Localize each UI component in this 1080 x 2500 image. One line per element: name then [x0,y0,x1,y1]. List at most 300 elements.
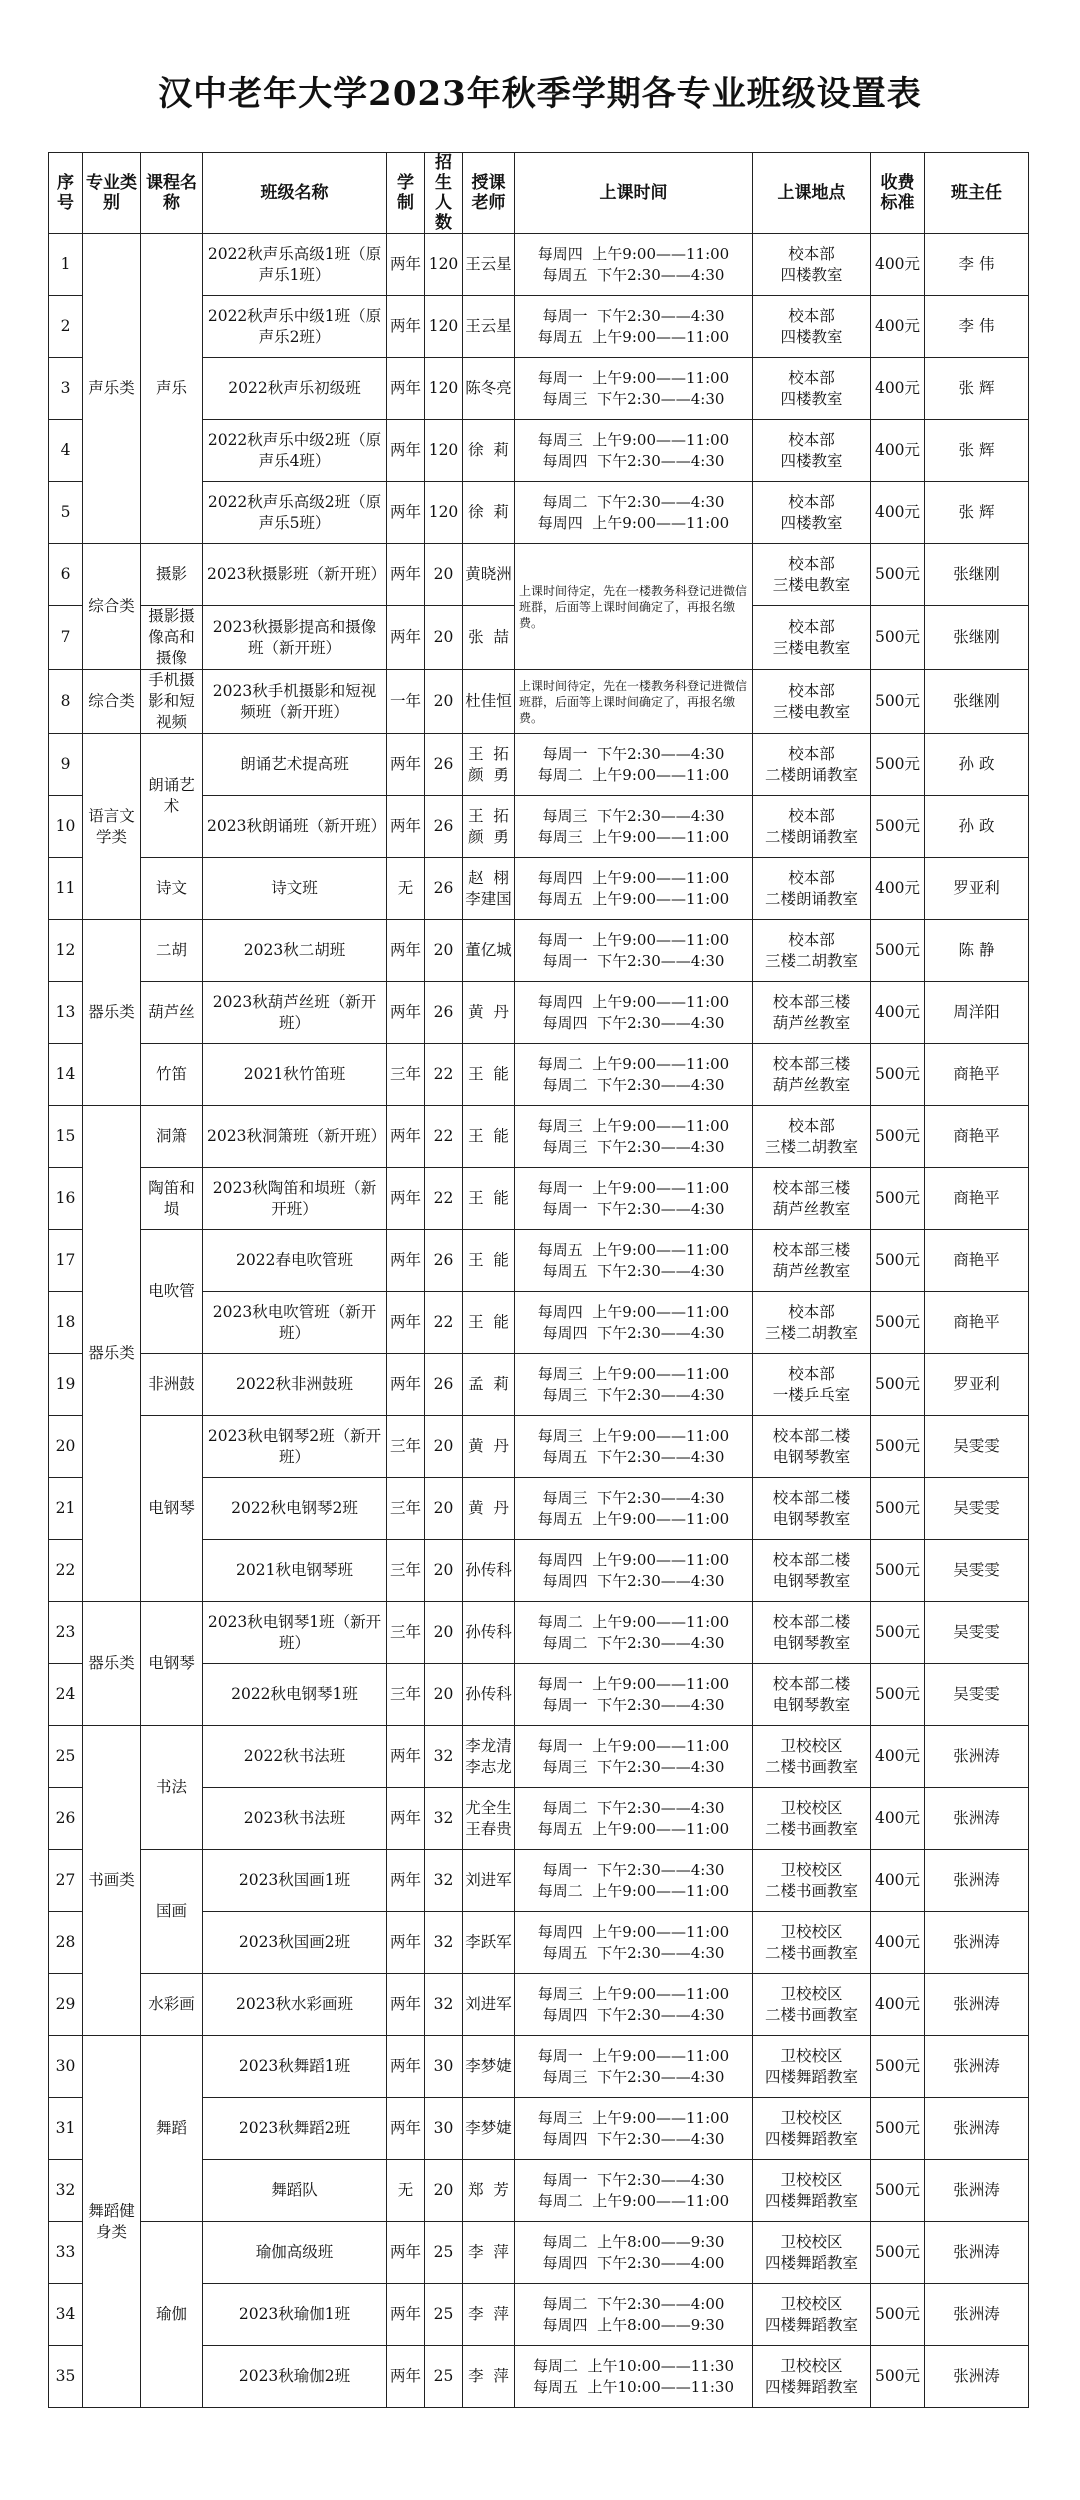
fee-cell: 500元 [871,1478,925,1540]
length-cell: 两年 [387,1788,425,1850]
time-cell: 每周一 上午9:00——11:00 每周三 下午2:30——4:30 [515,1726,753,1788]
teacher-cell: 王云星 [463,234,515,296]
head-teacher-cell: 吴雯雯 [925,1602,1029,1664]
time-cell: 每周三 上午9:00——11:00 每周四 下午2:30——4:30 [515,1974,753,2036]
fee-cell: 400元 [871,982,925,1044]
time-cell: 每周三 上午9:00——11:00 每周五 下午2:30——4:30 [515,1416,753,1478]
class-name-cell: 2023秋电吹管班（新开班） [203,1292,387,1354]
quota-cell: 120 [425,358,463,420]
teacher-cell: 王 能 [463,1044,515,1106]
class-name-cell: 2022秋书法班 [203,1726,387,1788]
class-name-cell: 2023秋舞蹈2班 [203,2098,387,2160]
time-cell: 每周二 上午9:00——11:00 每周二 下午2:30——4:30 [515,1602,753,1664]
quota-cell: 32 [425,1726,463,1788]
fee-cell: 500元 [871,2098,925,2160]
fee-cell: 500元 [871,2284,925,2346]
teacher-cell: 陈冬亮 [463,358,515,420]
class-name-cell: 2023秋摄影班（新开班） [203,544,387,606]
table-row [49,2222,1029,2284]
teacher-cell: 徐 莉 [463,420,515,482]
quota-cell: 20 [425,1416,463,1478]
teacher-cell: 杜佳恒 [463,670,515,734]
class-name-cell: 诗文班 [203,858,387,920]
head-teacher-cell: 张洲涛 [925,1974,1029,2036]
head-teacher-cell: 罗亚利 [925,1354,1029,1416]
length-cell: 两年 [387,1292,425,1354]
place-cell: 校本部二楼 电钢琴教室 [753,1602,871,1664]
header-fee: 收费标准 [871,153,925,234]
place-cell: 校本部 四楼教室 [753,420,871,482]
place-cell: 校本部三楼 葫芦丝教室 [753,1044,871,1106]
teacher-cell: 孙传科 [463,1540,515,1602]
length-cell: 三年 [387,1602,425,1664]
header-class-name: 班级名称 [203,153,387,234]
length-cell: 一年 [387,670,425,734]
class-name-cell: 2023秋手机摄影和短视频班（新开班） [203,670,387,734]
fee-cell: 500元 [871,1602,925,1664]
table-row [49,1726,1029,1788]
row-no: 7 [49,606,83,670]
teacher-cell: 李跃军 [463,1912,515,1974]
row-no: 6 [49,544,83,606]
fee-cell: 500元 [871,1416,925,1478]
length-cell: 两年 [387,482,425,544]
head-teacher-cell: 吴雯雯 [925,1664,1029,1726]
class-name-cell: 2022春电吹管班 [203,1230,387,1292]
row-no: 26 [49,1788,83,1850]
teacher-cell: 黄 丹 [463,982,515,1044]
fee-cell: 500元 [871,2160,925,2222]
course-cell: 陶笛和埙 [141,1168,203,1230]
length-cell: 两年 [387,606,425,670]
teacher-cell: 李 萍 [463,2222,515,2284]
category-cell: 舞蹈健身类 [83,2036,141,2408]
teacher-cell: 王 能 [463,1292,515,1354]
table-row [49,1416,1029,1478]
head-teacher-cell: 商艳平 [925,1106,1029,1168]
course-cell: 葫芦丝 [141,982,203,1044]
row-no: 28 [49,1912,83,1974]
place-cell: 卫校校区 二楼书画教室 [753,1974,871,2036]
head-teacher-cell: 孙 政 [925,796,1029,858]
place-cell: 校本部 四楼教室 [753,358,871,420]
class-name-cell: 2022秋电钢琴2班 [203,1478,387,1540]
class-name-cell: 2023秋瑜伽2班 [203,2346,387,2408]
header-length: 学制 [387,153,425,234]
teacher-cell: 孙传科 [463,1602,515,1664]
teacher-cell: 王云星 [463,296,515,358]
length-cell: 两年 [387,544,425,606]
category-cell: 器乐类 [83,920,141,1106]
time-cell: 每周三 上午9:00——11:00 每周三 下午2:30——4:30 [515,1354,753,1416]
quota-cell: 32 [425,1788,463,1850]
place-cell: 校本部 三楼电教室 [753,606,871,670]
head-teacher-cell: 孙 政 [925,734,1029,796]
teacher-cell: 赵 栩 李建国 [463,858,515,920]
length-cell: 两年 [387,734,425,796]
head-teacher-cell: 张洲涛 [925,2284,1029,2346]
quota-cell: 26 [425,796,463,858]
length-cell: 无 [387,2160,425,2222]
place-cell: 卫校校区 二楼书画教室 [753,1912,871,1974]
class-name-cell: 2023秋舞蹈1班 [203,2036,387,2098]
row-no: 29 [49,1974,83,2036]
row-no: 3 [49,358,83,420]
course-cell: 二胡 [141,920,203,982]
course-cell: 电钢琴 [141,1602,203,1726]
course-cell: 书法 [141,1726,203,1850]
teacher-cell: 徐 莉 [463,482,515,544]
place-cell: 校本部 四楼教室 [753,234,871,296]
row-no: 14 [49,1044,83,1106]
length-cell: 两年 [387,796,425,858]
time-cell: 每周一 下午2:30——4:30 每周二 上午9:00——11:00 [515,734,753,796]
place-cell: 卫校校区 四楼舞蹈教室 [753,2346,871,2408]
quota-cell: 26 [425,1230,463,1292]
header-place: 上课地点 [753,153,871,234]
class-name-cell: 2022秋声乐中级1班（原声乐2班） [203,296,387,358]
fee-cell: 500元 [871,1230,925,1292]
place-cell: 校本部二楼 电钢琴教室 [753,1416,871,1478]
header-no: 序号 [49,153,83,234]
teacher-cell: 王 拓 颜 勇 [463,734,515,796]
header-quota: 招生人数 [425,153,463,234]
time-cell: 每周二 上午8:00——9:30 每周四 下午2:30——4:00 [515,2222,753,2284]
time-cell: 每周四 上午9:00——11:00 每周四 下午2:30——4:30 [515,982,753,1044]
quota-cell: 120 [425,420,463,482]
quota-cell: 32 [425,1974,463,2036]
teacher-cell: 黄晓洲 [463,544,515,606]
teacher-cell: 刘进军 [463,1850,515,1912]
place-cell: 卫校校区 二楼书画教室 [753,1788,871,1850]
table-row [49,1044,1029,1106]
row-no: 11 [49,858,83,920]
quota-cell: 20 [425,1540,463,1602]
place-cell: 校本部 二楼朗诵教室 [753,796,871,858]
fee-cell: 500元 [871,1540,925,1602]
class-name-cell: 瑜伽高级班 [203,2222,387,2284]
length-cell: 三年 [387,1478,425,1540]
place-cell: 卫校校区 四楼舞蹈教室 [753,2222,871,2284]
head-teacher-cell: 罗亚利 [925,858,1029,920]
fee-cell: 500元 [871,670,925,734]
head-teacher-cell: 张洲涛 [925,2222,1029,2284]
quota-cell: 20 [425,544,463,606]
category-cell: 综合类 [83,670,141,734]
table-row [49,1974,1029,2036]
row-no: 12 [49,920,83,982]
head-teacher-cell: 商艳平 [925,1168,1029,1230]
table-row [49,1106,1029,1168]
length-cell: 三年 [387,1664,425,1726]
time-cell: 每周四 上午9:00——11:00 每周五 上午9:00——11:00 [515,858,753,920]
class-name-cell: 2022秋声乐高级2班（原声乐5班） [203,482,387,544]
class-name-cell: 2023秋朗诵班（新开班） [203,796,387,858]
course-cell: 摄影摄像高和摄像 [141,606,203,670]
place-cell: 卫校校区 四楼舞蹈教室 [753,2284,871,2346]
quota-cell: 20 [425,1664,463,1726]
quota-cell: 26 [425,1354,463,1416]
row-no: 25 [49,1726,83,1788]
fee-cell: 400元 [871,358,925,420]
place-cell: 校本部二楼 电钢琴教室 [753,1540,871,1602]
length-cell: 两年 [387,1106,425,1168]
row-no: 5 [49,482,83,544]
head-teacher-cell: 张洲涛 [925,2098,1029,2160]
class-schedule-table [48,152,1029,2408]
length-cell: 两年 [387,2036,425,2098]
length-cell: 两年 [387,1726,425,1788]
time-cell: 每周一 上午9:00——11:00 每周一 下午2:30——4:30 [515,1168,753,1230]
fee-cell: 500元 [871,1168,925,1230]
table-row [49,1850,1029,1912]
head-teacher-cell: 吴雯雯 [925,1540,1029,1602]
row-no: 23 [49,1602,83,1664]
table-row [49,734,1029,796]
class-name-cell: 2023秋摄影提高和摄像班（新开班） [203,606,387,670]
head-teacher-cell: 张洲涛 [925,2160,1029,2222]
head-teacher-cell: 张洲涛 [925,2036,1029,2098]
teacher-cell: 王 能 [463,1230,515,1292]
length-cell: 两年 [387,2222,425,2284]
header-head-teacher: 班主任 [925,153,1029,234]
class-name-cell: 2022秋电钢琴1班 [203,1664,387,1726]
quota-cell: 22 [425,1168,463,1230]
course-cell: 声乐 [141,234,203,544]
teacher-cell: 李 萍 [463,2284,515,2346]
place-cell: 卫校校区 二楼书画教室 [753,1726,871,1788]
row-no: 9 [49,734,83,796]
length-cell: 两年 [387,982,425,1044]
teacher-cell: 李龙清 李志龙 [463,1726,515,1788]
length-cell: 两年 [387,1974,425,2036]
length-cell: 无 [387,858,425,920]
length-cell: 两年 [387,358,425,420]
row-no: 21 [49,1478,83,1540]
time-cell: 每周四 上午9:00——11:00 每周五 下午2:30——4:30 [515,1912,753,1974]
teacher-cell: 刘进军 [463,1974,515,2036]
class-name-cell: 2023秋国画1班 [203,1850,387,1912]
length-cell: 两年 [387,420,425,482]
table-row [49,1168,1029,1230]
quota-cell: 20 [425,2160,463,2222]
table-row [49,670,1029,734]
quota-cell: 20 [425,606,463,670]
fee-cell: 400元 [871,1788,925,1850]
category-cell: 语言文学类 [83,734,141,920]
row-no: 35 [49,2346,83,2408]
time-note-cell: 上课时间待定，先在一楼教务科登记进微信班群，后面等上课时间确定了，再报名缴费。 [515,544,753,670]
head-teacher-cell: 张洲涛 [925,2346,1029,2408]
table-row [49,1230,1029,1292]
row-no: 27 [49,1850,83,1912]
head-teacher-cell: 陈 静 [925,920,1029,982]
teacher-cell: 李梦婕 [463,2036,515,2098]
place-cell: 校本部 二楼朗诵教室 [753,734,871,796]
teacher-cell: 王 能 [463,1168,515,1230]
fee-cell: 500元 [871,1354,925,1416]
category-cell: 器乐类 [83,1602,141,1726]
table-row [49,1354,1029,1416]
time-cell: 每周三 上午9:00——11:00 每周四 下午2:30——4:30 [515,2098,753,2160]
time-cell: 每周一 下午2:30——4:30 每周二 上午9:00——11:00 [515,2160,753,2222]
time-cell: 每周四 上午9:00——11:00 每周四 下午2:30——4:30 [515,1292,753,1354]
quota-cell: 20 [425,670,463,734]
fee-cell: 400元 [871,482,925,544]
course-cell: 竹笛 [141,1044,203,1106]
head-teacher-cell: 张 辉 [925,482,1029,544]
head-teacher-cell: 商艳平 [925,1230,1029,1292]
time-cell: 每周一 上午9:00——11:00 每周三 下午2:30——4:30 [515,358,753,420]
head-teacher-cell: 李 伟 [925,234,1029,296]
teacher-cell: 孙传科 [463,1664,515,1726]
table-row [49,858,1029,920]
quota-cell: 120 [425,234,463,296]
length-cell: 两年 [387,1230,425,1292]
quota-cell: 30 [425,2098,463,2160]
teacher-cell: 郑 芳 [463,2160,515,2222]
length-cell: 两年 [387,2098,425,2160]
class-name-cell: 2022秋声乐初级班 [203,358,387,420]
place-cell: 校本部 三楼电教室 [753,544,871,606]
fee-cell: 500元 [871,734,925,796]
length-cell: 两年 [387,1912,425,1974]
time-cell: 每周一 下午2:30——4:30 每周五 上午9:00——11:00 [515,296,753,358]
row-no: 10 [49,796,83,858]
row-no: 13 [49,982,83,1044]
length-cell: 两年 [387,2284,425,2346]
class-name-cell: 2022秋声乐高级1班（原声乐1班） [203,234,387,296]
quota-cell: 25 [425,2346,463,2408]
class-name-cell: 2022秋声乐中级2班（原声乐4班） [203,420,387,482]
teacher-cell: 黄 丹 [463,1416,515,1478]
place-cell: 校本部三楼 葫芦丝教室 [753,982,871,1044]
time-cell: 每周一 下午2:30——4:30 每周二 上午9:00——11:00 [515,1850,753,1912]
time-cell: 每周一 上午9:00——11:00 每周一 下午2:30——4:30 [515,1664,753,1726]
row-no: 22 [49,1540,83,1602]
fee-cell: 500元 [871,2222,925,2284]
row-no: 34 [49,2284,83,2346]
course-cell: 舞蹈 [141,2036,203,2222]
head-teacher-cell: 张洲涛 [925,1912,1029,1974]
category-cell: 综合类 [83,544,141,670]
fee-cell: 400元 [871,1726,925,1788]
class-name-cell: 舞蹈队 [203,2160,387,2222]
table-row [49,2036,1029,2098]
quota-cell: 120 [425,296,463,358]
course-cell: 手机摄影和短视频 [141,670,203,734]
teacher-cell: 李 萍 [463,2346,515,2408]
table-row [49,920,1029,982]
quota-cell: 32 [425,1912,463,1974]
quota-cell: 20 [425,1478,463,1540]
time-cell: 每周四 上午9:00——11:00 每周四 下午2:30——4:30 [515,1540,753,1602]
course-cell: 诗文 [141,858,203,920]
length-cell: 两年 [387,1354,425,1416]
table-row [49,234,1029,296]
time-cell: 每周三 下午2:30——4:30 每周五 上午9:00——11:00 [515,1478,753,1540]
quota-cell: 32 [425,1850,463,1912]
course-cell: 朗诵艺术 [141,734,203,858]
class-name-cell: 2023秋电钢琴2班（新开班） [203,1416,387,1478]
fee-cell: 400元 [871,296,925,358]
fee-cell: 500元 [871,544,925,606]
row-no: 16 [49,1168,83,1230]
head-teacher-cell: 张洲涛 [925,1850,1029,1912]
place-cell: 校本部 四楼教室 [753,482,871,544]
quota-cell: 20 [425,1602,463,1664]
length-cell: 两年 [387,2346,425,2408]
time-cell: 每周二 上午10:00——11:30 每周五 上午10:00——11:30 [515,2346,753,2408]
place-cell: 校本部 三楼电教室 [753,670,871,734]
row-no: 2 [49,296,83,358]
row-no: 20 [49,1416,83,1478]
category-cell: 声乐类 [83,234,141,544]
quota-cell: 25 [425,2222,463,2284]
time-cell: 每周三 下午2:30——4:30 每周三 上午9:00——11:00 [515,796,753,858]
teacher-cell: 王 能 [463,1106,515,1168]
class-name-cell: 2021秋竹笛班 [203,1044,387,1106]
quota-cell: 22 [425,1106,463,1168]
fee-cell: 500元 [871,606,925,670]
head-teacher-cell: 吴雯雯 [925,1478,1029,1540]
length-cell: 两年 [387,920,425,982]
length-cell: 两年 [387,1168,425,1230]
place-cell: 卫校校区 四楼舞蹈教室 [753,2160,871,2222]
place-cell: 卫校校区 四楼舞蹈教室 [753,2098,871,2160]
class-name-cell: 2021秋电钢琴班 [203,1540,387,1602]
length-cell: 三年 [387,1044,425,1106]
head-teacher-cell: 周洋阳 [925,982,1029,1044]
place-cell: 校本部 二楼朗诵教室 [753,858,871,920]
time-note-cell: 上课时间待定，先在一楼教务科登记进微信班群，后面等上课时间确定了，再报名缴费。 [515,670,753,734]
table-row [49,982,1029,1044]
row-no: 31 [49,2098,83,2160]
place-cell: 校本部 三楼二胡教室 [753,1292,871,1354]
class-name-cell: 2023秋洞箫班（新开班） [203,1106,387,1168]
fee-cell: 400元 [871,420,925,482]
place-cell: 校本部三楼 葫芦丝教室 [753,1230,871,1292]
category-cell: 书画类 [83,1726,141,2036]
class-name-cell: 2023秋水彩画班 [203,1974,387,2036]
course-cell: 洞箫 [141,1106,203,1168]
fee-cell: 400元 [871,1850,925,1912]
header-course: 课程名称 [141,153,203,234]
time-cell: 每周二 上午9:00——11:00 每周二 下午2:30——4:30 [515,1044,753,1106]
head-teacher-cell: 李 伟 [925,296,1029,358]
class-name-cell: 2022秋非洲鼓班 [203,1354,387,1416]
course-cell: 电吹管 [141,1230,203,1354]
teacher-cell: 孟 莉 [463,1354,515,1416]
head-teacher-cell: 张 辉 [925,358,1029,420]
row-no: 19 [49,1354,83,1416]
quota-cell: 22 [425,1044,463,1106]
place-cell: 校本部三楼 葫芦丝教室 [753,1168,871,1230]
course-cell: 非洲鼓 [141,1354,203,1416]
head-teacher-cell: 张继刚 [925,606,1029,670]
quota-cell: 20 [425,920,463,982]
fee-cell: 400元 [871,234,925,296]
class-name-cell: 朗诵艺术提高班 [203,734,387,796]
row-no: 18 [49,1292,83,1354]
table-row [49,1602,1029,1664]
table-header-row [49,153,1029,234]
time-cell: 每周一 上午9:00——11:00 每周一 下午2:30——4:30 [515,920,753,982]
row-no: 17 [49,1230,83,1292]
class-name-cell: 2023秋国画2班 [203,1912,387,1974]
course-cell: 摄影 [141,544,203,606]
course-cell: 国画 [141,1850,203,1974]
